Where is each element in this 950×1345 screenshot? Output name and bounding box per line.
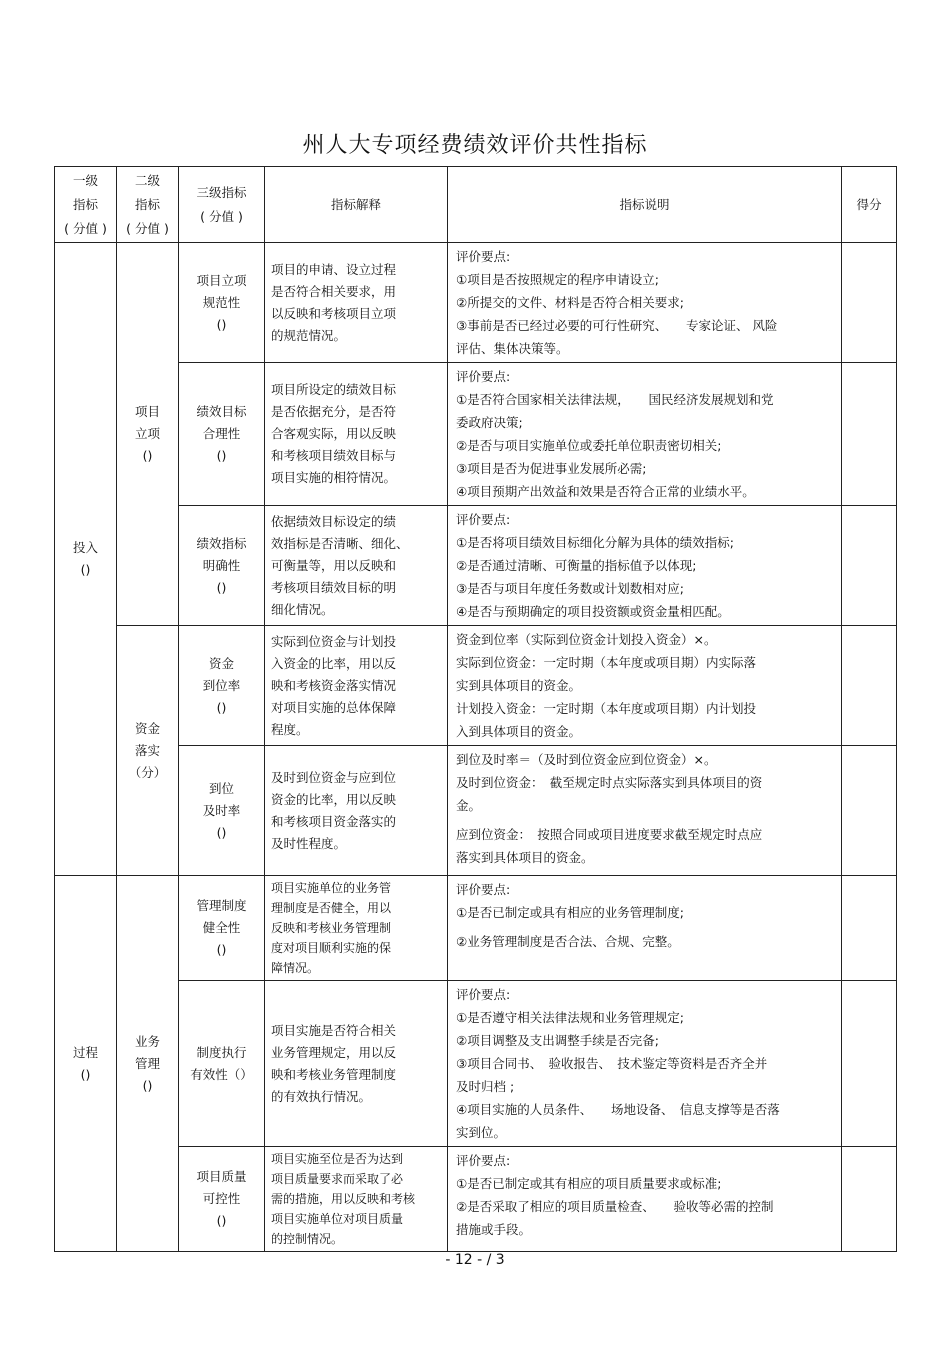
header-explanation: 指标解释 <box>265 167 448 243</box>
score-cell <box>842 363 897 506</box>
level3-cell: 资金 到位率 () <box>179 626 265 746</box>
table-row <box>55 626 897 746</box>
header-score: 得分 <box>842 167 897 243</box>
page-number: - 12 - / 3 <box>445 1252 505 1268</box>
explanation-cell: 及时到位资金与应到位 资金的比率，用以反映 和考核项目资金落实的 及时性程度。 <box>265 746 448 876</box>
explanation-cell: 项目所设定的绩效目标 是否依据充分，是否符 合客观实际，用以反映 和考核项目绩效目标与 项目实施的相符情况。 <box>265 363 448 506</box>
level3-cell: 绩效目标 合理性 () <box>179 363 265 506</box>
explanation-cell: 项目实施单位的业务管 理制度是否健全，用以 反映和考核业务管理制 度对项目顺利实施的保 障情况。 <box>265 876 448 981</box>
header-row <box>55 167 897 243</box>
score-cell <box>842 243 897 363</box>
table-row <box>55 746 897 876</box>
level3-cell: 管理制度 健全性 () <box>179 876 265 981</box>
indicator-table <box>54 166 897 1252</box>
description-cell: 评价要点: ①是否遵守相关法律法规和业务管理规定; ②项目调整及支出调整手续是否完备; ③项目合同书、 验收报告、 技术鉴定等资料是否齐全并 及时归档 ; ④项目实施的人员条件、 场地设备、 信息支撑等是否落 实到位。 <box>448 981 842 1147</box>
level2-business-mgmt: 业务 管理 () <box>117 876 179 1252</box>
score-cell <box>842 1147 897 1252</box>
score-cell <box>842 626 897 746</box>
description-cell: 到位及时率＝（及时到位资金应到位资金）×。 及时到位资金： 截至规定时点实际落实到具体项目的资 金。 应到位资金： 按照合同或项目进度要求截至规定时点应 落实到具体项目的资金。 <box>448 746 842 876</box>
level3-cell: 到位 及时率 () <box>179 746 265 876</box>
level2-project-setup: 项目 立项 () <box>117 243 179 626</box>
level3-cell: 项目立项 规范性 () <box>179 243 265 363</box>
score-cell <box>842 746 897 876</box>
level1-process: 过程 () <box>55 876 117 1252</box>
header-level3: 三级指标 ( 分值 ) <box>179 167 265 243</box>
header-description: 指标说明 <box>448 167 842 243</box>
page-title: 州人大专项经费绩效评价共性指标 <box>302 133 648 158</box>
level3-cell: 制度执行 有效性（） <box>179 981 265 1147</box>
table-row <box>55 981 897 1147</box>
table-row <box>55 506 897 626</box>
explanation-cell: 依据绩效目标设定的绩 效指标是否清晰、细化、 可衡量等，用以反映和 考核项目绩效目标的明 细化情况。 <box>265 506 448 626</box>
table-row <box>55 876 897 981</box>
table-row <box>55 363 897 506</box>
table-row <box>55 243 897 363</box>
level3-cell: 绩效指标 明确性 () <box>179 506 265 626</box>
description-cell: 评价要点: ①是否符合国家相关法律法规， 国民经济发展规划和党 委政府决策; ②是否与项目实施单位或委托单位职责密切相关; ③项目是否为促进事业发展所必需; ④项目预期产出效益和效果是否符合正常的业绩水平。 <box>448 363 842 506</box>
description-cell: 评价要点: ①是否已制定或具有相应的业务管理制度; ②业务管理制度是否合法、合规、完整。 <box>448 876 842 981</box>
table-row <box>55 1147 897 1252</box>
header-level2: 二级 指标 ( 分值 ) <box>117 167 179 243</box>
description-cell: 资金到位率（实际到位资金计划投入资金）×。 实际到位资金：一定时期（本年度或项目期）内实际落 实到具体项目的资金。 计划投入资金：一定时期（本年度或项目期）内计划投 入到具体项目的资金。 <box>448 626 842 746</box>
description-cell: 评价要点: ①是否将项目绩效目标细化分解为具体的绩效指标; ②是否通过清晰、可衡量的指标值予以体现; ③是否与项目年度任务数或计划数相对应; ④是否与预期确定的项目投资额或资金量相匹配。 <box>448 506 842 626</box>
level2-fund-placement: 资金 落实 （分） <box>117 626 179 876</box>
score-cell <box>842 506 897 626</box>
header-level1: 一级 指标 ( 分值 ) <box>55 167 117 243</box>
description-cell: 评价要点: ①项目是否按照规定的程序申请设立; ②所提交的文件、材料是否符合相关要求; ③事前是否已经过必要的可行性研究、 专家论证、 风险 评估、集体决策等。 <box>448 243 842 363</box>
level1-input: 投入 () <box>55 243 117 876</box>
explanation-cell: 项目实施是否符合相关 业务管理规定，用以反 映和考核业务管理制度 的有效执行情况。 <box>265 981 448 1147</box>
explanation-cell: 实际到位资金与计划投 入资金的比率，用以反 映和考核资金落实情况 对项目实施的总体保障 程度。 <box>265 626 448 746</box>
description-cell: 评价要点: ①是否已制定或其有相应的项目质量要求或标准; ②是否采取了相应的项目质量检查、 验收等必需的控制 措施或手段。 <box>448 1147 842 1252</box>
score-cell <box>842 981 897 1147</box>
level3-cell: 项目质量 可控性 () <box>179 1147 265 1252</box>
explanation-cell: 项目实施至位是否为达到 项目质量要求而采取了必 需的措施，用以反映和考核 项目实施单位对项目质量 的控制情况。 <box>265 1147 448 1252</box>
explanation-cell: 项目的申请、设立过程 是否符合相关要求，用 以反映和考核项目立项 的规范情况。 <box>265 243 448 363</box>
score-cell <box>842 876 897 981</box>
